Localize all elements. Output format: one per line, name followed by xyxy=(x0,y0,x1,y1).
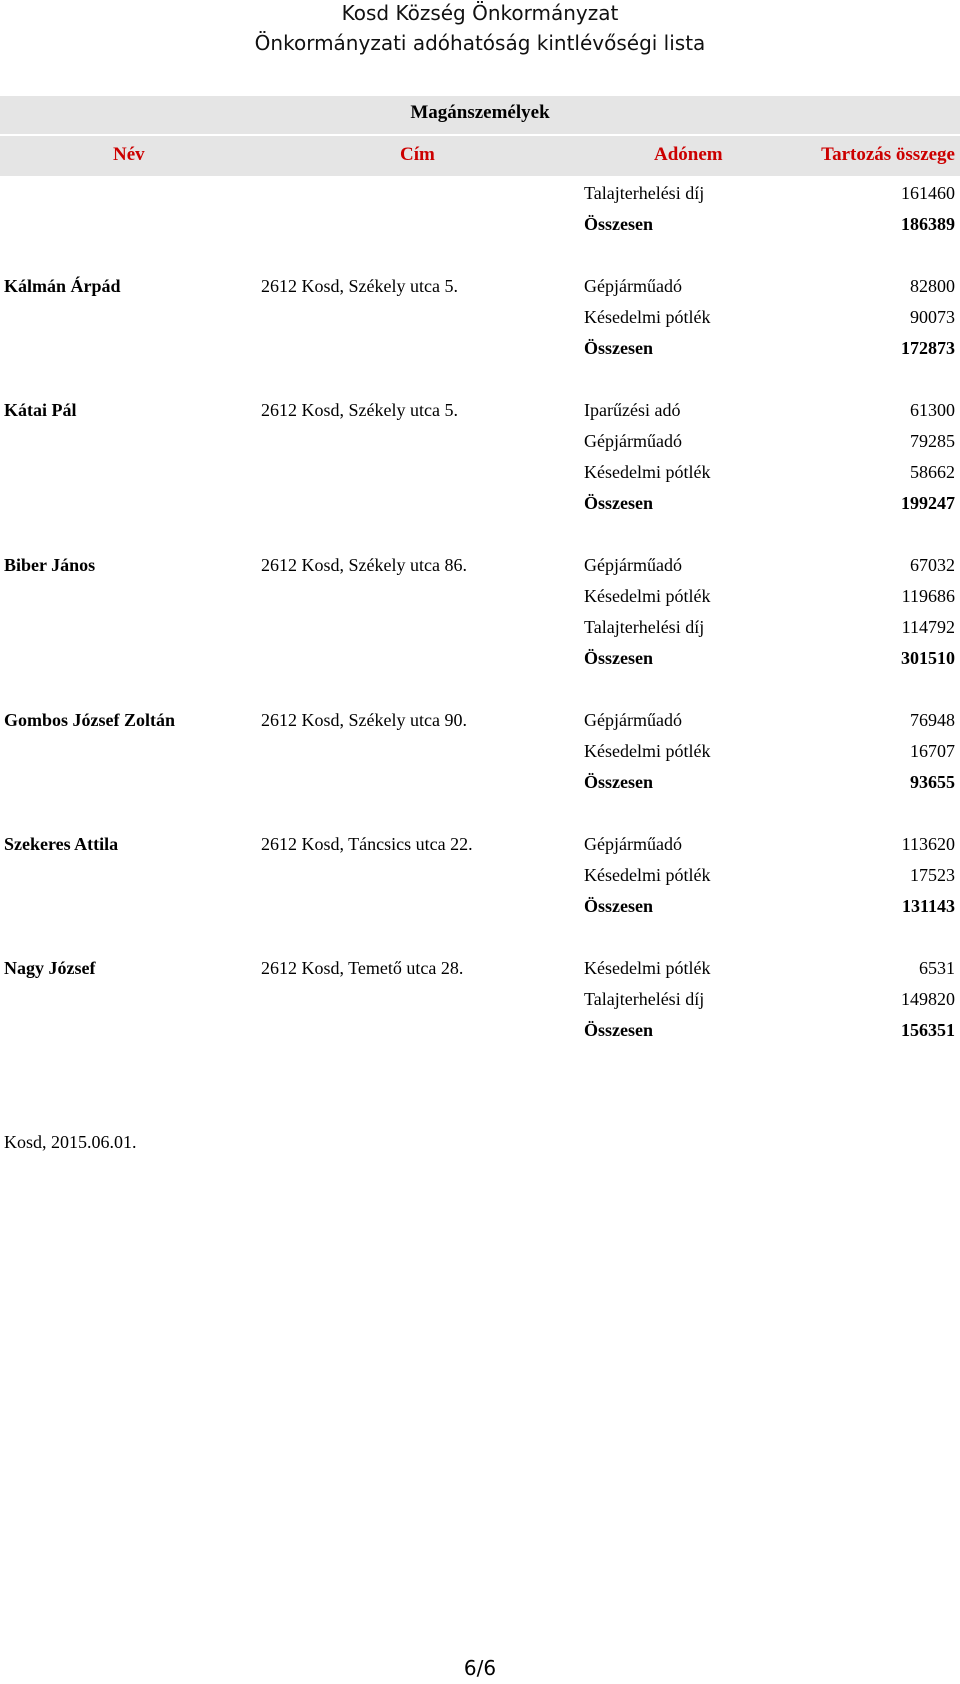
debt-amount: 199247 xyxy=(901,493,955,513)
table-row xyxy=(0,271,960,302)
taxpayer-address: 2612 Kosd, Székely utca 5. xyxy=(261,400,458,420)
taxpayer-address: 2612 Kosd, Székely utca 5. xyxy=(261,276,458,296)
debt-amount: 113620 xyxy=(901,834,955,854)
tax-type: Összesen xyxy=(584,338,653,358)
tax-type: Késedelmi pótlék xyxy=(584,958,711,978)
table-row xyxy=(0,829,960,860)
footer-date: Kosd, 2015.06.01. xyxy=(4,1132,137,1152)
taxpayer-address: 2612 Kosd, Székely utca 90. xyxy=(261,710,467,730)
total-row xyxy=(0,643,960,674)
debt-amount: 161460 xyxy=(901,183,955,203)
taxpayer-name: Gombos József Zoltán xyxy=(4,710,175,730)
table-row xyxy=(0,426,960,457)
taxpayer-name: Biber János xyxy=(4,555,96,575)
total-row xyxy=(0,209,960,240)
debt-amount: 131143 xyxy=(901,896,955,916)
table-row xyxy=(0,860,960,891)
debt-amount: 114792 xyxy=(901,617,955,637)
debt-amount: 119686 xyxy=(901,586,955,606)
total-row xyxy=(0,333,960,364)
tax-type: Késedelmi pótlék xyxy=(584,307,711,327)
debt-amount: 16707 xyxy=(910,741,955,761)
debt-amount: 93655 xyxy=(910,772,955,792)
debt-amount: 90073 xyxy=(910,307,955,327)
header-list-title: Önkormányzati adóhatóság kintlévőségi lista xyxy=(254,31,706,55)
table-row xyxy=(0,984,960,1015)
tax-type: Gépjárműadó xyxy=(584,555,682,575)
tax-type: Késedelmi pótlék xyxy=(584,462,711,482)
debt-amount: 79285 xyxy=(910,431,955,451)
column-header-amount: Tartozás összege xyxy=(821,144,955,165)
taxpayer-name: Kálmán Árpád xyxy=(4,276,121,296)
table-row xyxy=(0,395,960,426)
tax-type: Összesen xyxy=(584,1020,653,1040)
column-header-address: Cím xyxy=(400,144,435,165)
tax-type: Gépjárműadó xyxy=(584,431,682,451)
tax-type: Iparűzési adó xyxy=(584,400,681,420)
tax-type: Késedelmi pótlék xyxy=(584,865,711,885)
debt-amount: 149820 xyxy=(901,989,955,1009)
total-row xyxy=(0,1015,960,1046)
debt-amount: 17523 xyxy=(910,865,955,885)
column-header-name: Név xyxy=(113,144,145,165)
total-row xyxy=(0,767,960,798)
tax-type: Gépjárműadó xyxy=(584,276,682,296)
debt-amount: 67032 xyxy=(910,555,955,575)
total-row xyxy=(0,488,960,519)
taxpayer-address: 2612 Kosd, Székely utca 86. xyxy=(261,555,467,575)
taxpayer-name: Kátai Pál xyxy=(4,400,77,420)
debt-amount: 58662 xyxy=(910,462,955,482)
debt-amount: 76948 xyxy=(910,710,955,730)
debt-amount: 82800 xyxy=(910,276,955,296)
table-row xyxy=(0,302,960,333)
table-row xyxy=(0,550,960,581)
table-row xyxy=(0,581,960,612)
tax-type: Összesen xyxy=(584,896,653,916)
debt-amount: 156351 xyxy=(901,1020,955,1040)
header-municipality: Kosd Község Önkormányzat xyxy=(341,1,619,25)
table-row xyxy=(0,457,960,488)
tax-type: Késedelmi pótlék xyxy=(584,586,711,606)
debt-amount: 6531 xyxy=(919,958,955,978)
debt-amount: 301510 xyxy=(901,648,955,668)
page-number: 6/6 xyxy=(463,1656,497,1680)
debt-amount: 172873 xyxy=(901,338,955,358)
tax-type: Késedelmi pótlék xyxy=(584,741,711,761)
total-row xyxy=(0,891,960,922)
taxpayer-name: Nagy József xyxy=(4,958,96,978)
tax-type: Gépjárműadó xyxy=(584,834,682,854)
taxpayer-name: Szekeres Attila xyxy=(4,834,119,854)
table-row xyxy=(0,612,960,643)
tax-type: Talajterhelési díj xyxy=(584,183,705,203)
tax-type: Talajterhelési díj xyxy=(584,989,705,1009)
tax-type: Összesen xyxy=(584,214,653,234)
table-row xyxy=(0,736,960,767)
taxpayer-address: 2612 Kosd, Táncsics utca 22. xyxy=(261,834,473,854)
table-row xyxy=(0,953,960,984)
column-header-tax-type: Adónem xyxy=(654,144,723,165)
table-row xyxy=(0,705,960,736)
tax-type: Gépjárműadó xyxy=(584,710,682,730)
table-row xyxy=(0,178,960,209)
debt-amount: 61300 xyxy=(910,400,955,420)
debt-amount: 186389 xyxy=(901,214,955,234)
tax-type: Talajterhelési díj xyxy=(584,617,705,637)
taxpayer-address: 2612 Kosd, Temető utca 28. xyxy=(261,958,464,978)
tax-type: Összesen xyxy=(584,493,653,513)
tax-type: Összesen xyxy=(584,648,653,668)
tax-type: Összesen xyxy=(584,772,653,792)
section-title: Magánszemélyek xyxy=(410,102,550,123)
